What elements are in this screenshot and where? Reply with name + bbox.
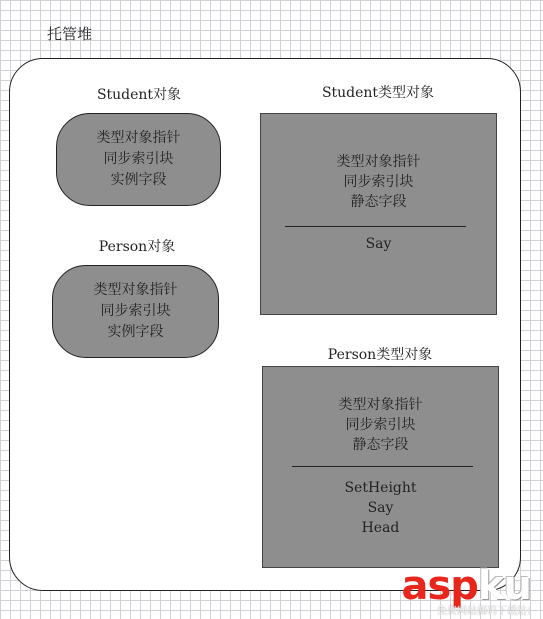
person-type-field: 类型对象指针	[338, 397, 423, 413]
person-type-divider	[292, 466, 473, 467]
student-type-divider	[285, 226, 466, 227]
person-object-field: 实例字段	[107, 324, 164, 340]
watermark-brand-ku: ku	[477, 563, 531, 609]
person-type-caption: Person类型对象	[327, 347, 433, 363]
student-object-field: 类型对象指针	[96, 130, 181, 146]
person-object-box	[52, 265, 219, 358]
person-object-field: 同步索引块	[100, 303, 171, 319]
person-type-field: 静态字段	[352, 437, 409, 453]
student-type-caption: Student类型对象	[321, 85, 435, 101]
person-type-field: 同步索引块	[345, 417, 416, 433]
person-object-field: 类型对象指针	[93, 282, 178, 298]
watermark-logo	[401, 563, 531, 617]
managed-heap-title: 托管堆	[47, 25, 93, 43]
watermark-tagline: 免费网站源码下载站!	[436, 606, 531, 617]
student-type-field: 类型对象指针	[336, 154, 421, 170]
student-object-box	[56, 113, 221, 206]
person-type-method: Head	[361, 520, 400, 536]
student-object-field: 同步索引块	[103, 151, 174, 167]
watermark-brand-asp: asp	[401, 563, 478, 609]
person-object-caption: Person对象	[98, 239, 176, 255]
person-type-method: Say	[367, 500, 394, 516]
person-type-box	[262, 366, 499, 568]
student-object-field: 实例字段	[110, 172, 167, 188]
student-type-box	[260, 113, 497, 315]
student-type-field: 同步索引块	[343, 174, 414, 190]
person-type-method: SetHeight	[344, 480, 417, 496]
student-object-caption: Student对象	[96, 87, 182, 103]
student-type-field: 静态字段	[350, 194, 407, 210]
student-type-method: Say	[365, 236, 392, 252]
